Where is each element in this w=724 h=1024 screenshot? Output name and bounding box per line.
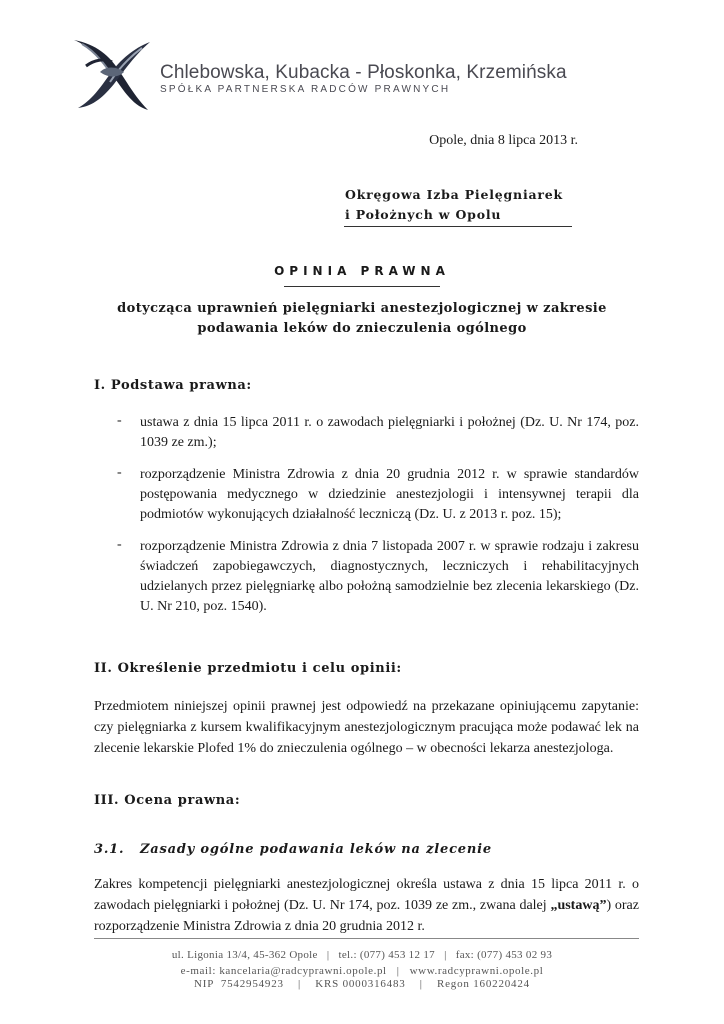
bullet-marker: -	[117, 537, 122, 552]
footer-registry: NIP 7542954923 | KRS 0000316483 | Regon 160220424	[194, 978, 530, 990]
list-item: rozporządzenie Ministra Zdrowia z dnia 7 listopada 2007 r. w sprawie rodzaju i zakresu świadczeń zapobiegawczych, diagnostycznych, leczniczych i rehabilitacyjnych udzielanych przez pielęgniarkę albo położną samodzielnie bez zlecenia lekarskiego (Dz. U. Nr 210, poz. 1540).	[140, 539, 639, 614]
recipient-line-2: i Położnych w Opolu	[345, 207, 502, 222]
firm-subtitle: SPÓŁKA PARTNERSKA RADCÓW PRAWNYCH	[160, 84, 451, 95]
defined-term: „ustawą”	[550, 898, 607, 913]
paragraph-text: ) oraz rozporządzenie Ministra Zdrowia z dnia 20 grudnia 2012 r.	[94, 898, 639, 934]
section-3-paragraph	[94, 874, 639, 937]
list-item: rozporządzenie Ministra Zdrowia z dnia 20 grudnia 2012 r. w sprawie standardów postępowania medycznego w dziedzinie anestezjologii i intensywnej terapii dla podmiotów wykonujących działalność leczniczą (Dz. U. z 2013 r. poz. 15);	[140, 467, 639, 522]
document-title: OPINIA PRAWNA	[274, 264, 450, 278]
firm-name: Chlebowska, Kubacka - Płoskonka, Krzemińska	[160, 62, 567, 83]
bullet-marker: -	[117, 413, 122, 428]
title-underline	[284, 286, 440, 287]
bullet-marker: -	[117, 465, 122, 480]
date-line: Opole, dnia 8 lipca 2013 r.	[429, 133, 578, 148]
section-2-paragraph: Przedmiotem niniejszej opinii prawnej jest odpowiedź na przekazane opiniującemu zapytanie: czy pielęgniarka z kursem kwalifikacyjnym anestezjologicznym pracująca może podawać lek na zlecenie lekarskie Plofed 1% do znieczulenia ogólnego – w obecności lekarza anestezjologa.	[94, 699, 639, 756]
subject-line-2: podawania leków do znieczulenia ogólnego	[197, 321, 527, 336]
subsection-title: Zasady ogólne podawania leków na zlecenie	[140, 842, 492, 857]
footer-divider	[94, 938, 639, 939]
firm-logo-icon	[70, 36, 154, 112]
paragraph-text: Zakres kompetencji pielęgniarki anestezjologicznej określa ustawa z dnia 15 lipca 2011 r. o zawodach pielęgniarki i położnej (Dz. U. Nr 174, poz. 1039 ze zm., zwana dalej	[94, 877, 639, 913]
subject-line-1: dotycząca uprawnień pielęgniarki anestezjologicznej w zakresie	[117, 301, 607, 316]
section-heading-2: II. Określenie przedmiotu i celu opinii:	[94, 661, 402, 676]
footer-address: ul. Ligonia 13/4, 45-362 Opole | tel.: (077) 453 12 17 | fax: (077) 453 02 93	[171, 949, 553, 961]
recipient-line-1: Okręgowa Izba Pielęgniarek	[345, 187, 563, 202]
recipient-underline	[344, 226, 572, 227]
section-heading-1: I. Podstawa prawna:	[94, 378, 252, 393]
footer-contact: e-mail: kancelaria@radcyprawni.opole.pl | www.radcyprawni.opole.pl	[180, 965, 544, 977]
subsection-number: 3.1.	[94, 842, 125, 857]
section-heading-3: III. Ocena prawna:	[94, 793, 241, 808]
list-item: ustawa z dnia 15 lipca 2011 r. o zawodach pielęgniarki i położnej (Dz. U. Nr 174, poz. 1039 ze zm.);	[140, 415, 639, 450]
